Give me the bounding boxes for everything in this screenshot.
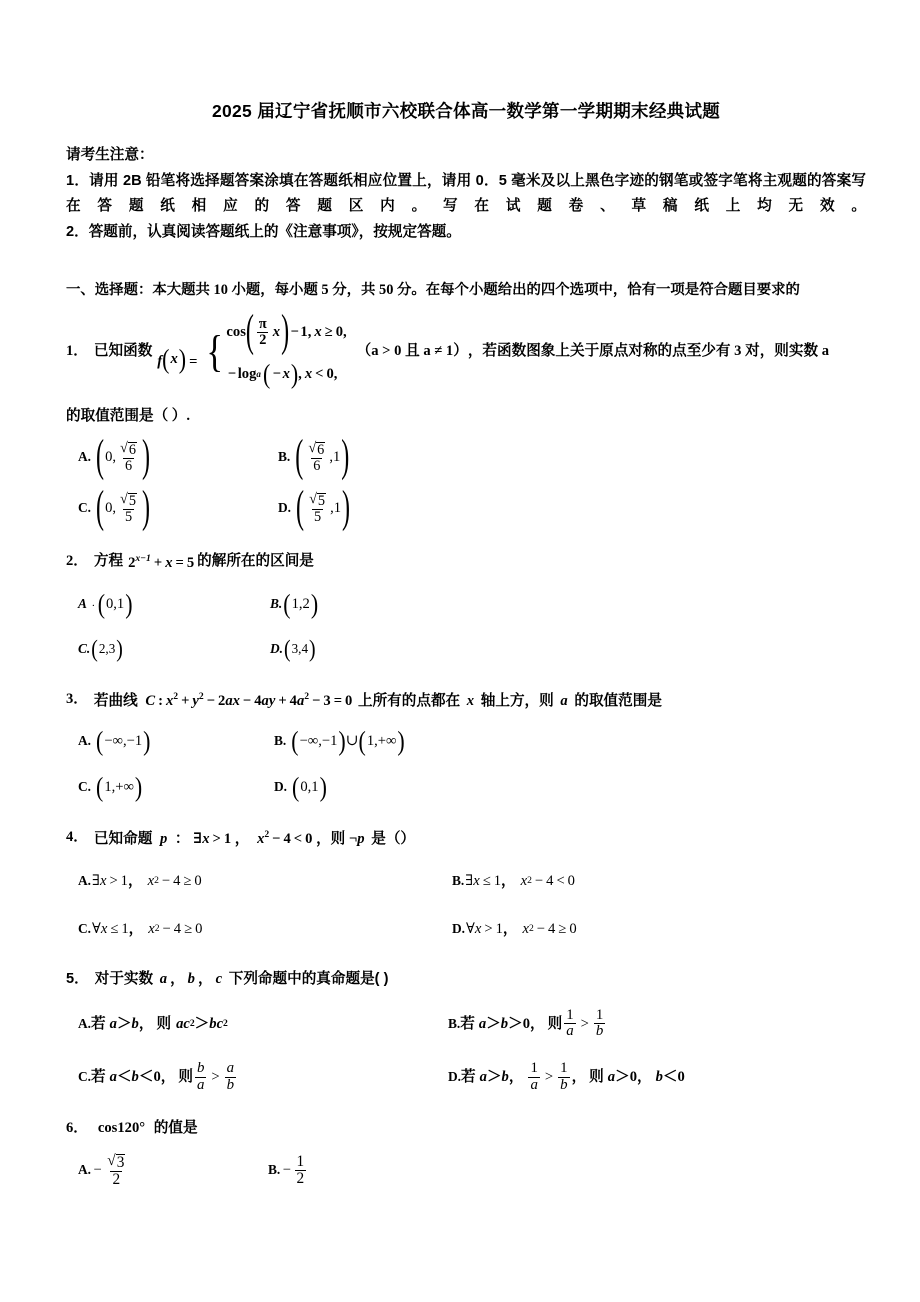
question-4-option-d[interactable] [452, 918, 866, 940]
question-1-stem [66, 307, 866, 390]
option-letter: C. [78, 1069, 92, 1085]
question-5 [66, 968, 866, 1093]
question-5-option-a[interactable] [78, 1008, 448, 1039]
question-3 [66, 686, 866, 803]
question-4-number: 4． [66, 829, 88, 846]
question-1-option-b[interactable] [278, 432, 866, 483]
question-1-options [78, 432, 866, 533]
question-3-option-b[interactable] [274, 724, 866, 757]
question-3-stem-text: 若曲线 C : $x^2 + y^2 - 2ax - 4ay + 4a^2 - 3 = 0$ 上所有的点都在 x 轴上方，则 a 的取值范围是 [93, 691, 662, 710]
option-letter: A [78, 596, 87, 612]
option-letter: D. [452, 920, 466, 936]
question-1-stem-line2: 的取值范围是（ ）. [66, 408, 191, 425]
question-5-stem [66, 968, 866, 990]
option-value: ( 2,3 ) [91, 635, 123, 664]
option-value: ∃ x ≤ 1 ， x 2 − 4 < 0 [465, 872, 575, 889]
option-letter: C. [78, 500, 92, 516]
question-2-stem [66, 548, 866, 574]
question-6-option-b[interactable] [268, 1153, 866, 1188]
option-letter: C. [78, 641, 91, 657]
question-6-stem-text: cos120° 的值是 [97, 1119, 198, 1136]
option-letter: D. [278, 500, 292, 516]
question-1-condition: （a > 0 且 a ≠ 1） [356, 343, 468, 360]
option-letter: D. [274, 779, 288, 795]
option-value: ( 0, √ 5 5 ) [96, 483, 151, 533]
question-4-options [78, 870, 866, 940]
option-letter: B. [448, 1015, 461, 1031]
question-4-option-b[interactable] [452, 870, 866, 892]
question-5-number: 5． [66, 970, 89, 987]
option-value: ( 0, √ 6 6 ) [96, 432, 151, 483]
option-value: ( 0,1 ) [292, 770, 327, 803]
option-value: ∃ x > 1 ， x 2 − 4 ≥ 0 [92, 872, 202, 889]
option-letter: B. [278, 449, 291, 465]
question-5-options [78, 1008, 866, 1093]
option-value: ( 0,1 ) [97, 588, 133, 620]
question-6-number: 6． [66, 1119, 88, 1136]
notice-line-1: 1．请用 2B 铅笔将选择题答案涂填在答题纸相应位置上，请用 0．5 毫米及以上黑色字迹的钢笔或签字笔将主观题的答案写在答题纸相应的答题区内。写在试题卷、草稿纸上均无效。 [66, 172, 866, 214]
question-1 [66, 307, 866, 533]
question-2-stem-suffix: 的解所在的区间是 [197, 553, 314, 570]
question-4-option-c[interactable] [78, 918, 452, 940]
page-content [66, 0, 866, 1187]
question-6 [66, 1117, 866, 1188]
option-value: ( −∞,−1 ) [96, 724, 151, 757]
option-value: ∀ x > 1 ， x 2 − 4 ≥ 0 [466, 920, 577, 937]
question-2-option-c[interactable] [78, 635, 270, 664]
question-2-options [78, 588, 866, 664]
question-2-option-b[interactable] [270, 588, 866, 620]
notice-line-2: 2．答题前，认真阅读答题纸上的《注意事项》，按规定答题。 [66, 223, 461, 240]
option-value: 若 a ＞ b ， $\frac{1}{a}$ > $\frac{1}{b}$ ， 则 a ＞ 0 ， b ＜ 0 [461, 1060, 685, 1093]
option-letter: A. [78, 1015, 92, 1031]
option-value: ( 3,4 ) [284, 635, 316, 664]
candidate-notice-block [66, 143, 866, 245]
question-5-option-c[interactable] [78, 1061, 448, 1092]
question-4-stem-text: 已知命题 p ： ∃x > 1 ， $x^2 - 4 < 0$ ，则 ¬p 是（） [93, 829, 416, 847]
option-letter: D. [270, 641, 284, 657]
question-5-option-b[interactable] [448, 1008, 866, 1039]
question-4 [66, 824, 866, 940]
question-2-equation: $2^{x-1} + x = 5$ [128, 553, 195, 572]
question-3-option-a[interactable] [78, 724, 274, 757]
option-letter: A. [78, 733, 92, 749]
option-letter: A. [78, 872, 92, 888]
option-letter: C. [78, 779, 92, 795]
option-letter: C. [78, 920, 92, 936]
option-letter: B. [270, 596, 283, 612]
question-1-option-d[interactable] [278, 483, 866, 533]
option-value: ( 1,2 ) [283, 588, 319, 620]
question-1-stem-suffix: ，若函数图象上关于原点对称的点至少有 3 对，则实数 a [467, 343, 830, 360]
question-3-number: 3． [66, 691, 88, 708]
option-value: ( 1,+∞ ) [96, 770, 143, 803]
question-4-stem [66, 824, 866, 850]
question-5-stem-text: 对于实数 a ， b ， c 下列命题中的真命题是( ) [94, 970, 389, 987]
option-letter: B. [452, 872, 465, 888]
option-value: ( √ 5 5 ,1 ) [296, 483, 351, 533]
option-letter: B. [268, 1162, 281, 1178]
option-value: − √ 3 2 [93, 1151, 125, 1188]
question-3-stem [66, 686, 866, 712]
section-heading-choice: 一、选择题：本大题共 10 小题，每小题 5 分，共 50 分。在每个小题给出的四个选项中，恰有一项是符合题目要求的 [66, 282, 800, 298]
question-2-option-a[interactable]: A . ( 0,1 ) [78, 588, 133, 620]
question-1-option-c[interactable] [78, 483, 278, 533]
question-2-stem-prefix: 方程 [93, 553, 124, 570]
question-1-option-a[interactable] [78, 432, 278, 483]
option-value: ∀ x ≤ 1 ， x 2 − 4 ≥ 0 [92, 920, 203, 937]
option-value: − $\frac{1}{2}$ [282, 1152, 305, 1187]
option-value: 若 a ＞ b ， 则 ac 2 ＞ bc 2 [91, 1015, 228, 1032]
question-2-number: 2． [66, 553, 88, 570]
page-title: 2025 届辽宁省抚顺市六校联合体高一数学第一学期期末经典试题 [211, 101, 721, 121]
option-value: 若 a ＜ b ＜ 0 ， 则 $\frac{b}{a}$ > $\frac{a}{b}$ [91, 1060, 235, 1093]
question-5-option-d[interactable] [448, 1061, 866, 1092]
question-6-option-a[interactable] [78, 1153, 268, 1188]
option-letter: A. [78, 449, 92, 465]
option-letter: A. [78, 1162, 92, 1178]
question-6-options [78, 1153, 866, 1188]
notice-heading: 请考生注意： [66, 147, 154, 163]
question-1-formula: f ( x ) = { cos ( $\frac{\pi}{2}$ x ) − 1 , x ≥ 0, − log a ( − x ) , x < 0, [157, 307, 347, 390]
question-6-stem [66, 1117, 866, 1139]
question-1-stem-prefix: 已知函数 [93, 343, 153, 360]
question-3-option-d[interactable] [274, 770, 866, 803]
question-2 [66, 548, 866, 664]
option-letter: B. [274, 733, 287, 749]
option-value: 若 a ＞ b ＞ 0 ， 则 $\frac{1}{a}$ > $\frac{1}{b}$ [460, 1006, 604, 1040]
option-letter: D. [448, 1069, 462, 1085]
question-3-option-c[interactable] [78, 770, 274, 803]
option-value: ( √ 6 6 ,1 ) [295, 432, 350, 483]
question-3-options [78, 724, 866, 803]
question-4-option-a[interactable] [78, 870, 452, 892]
question-1-number: 1． [66, 343, 88, 360]
question-2-option-d[interactable] [270, 635, 866, 664]
option-value: ( −∞,−1 ) ∪ ( 1,+∞ ) [291, 724, 405, 757]
